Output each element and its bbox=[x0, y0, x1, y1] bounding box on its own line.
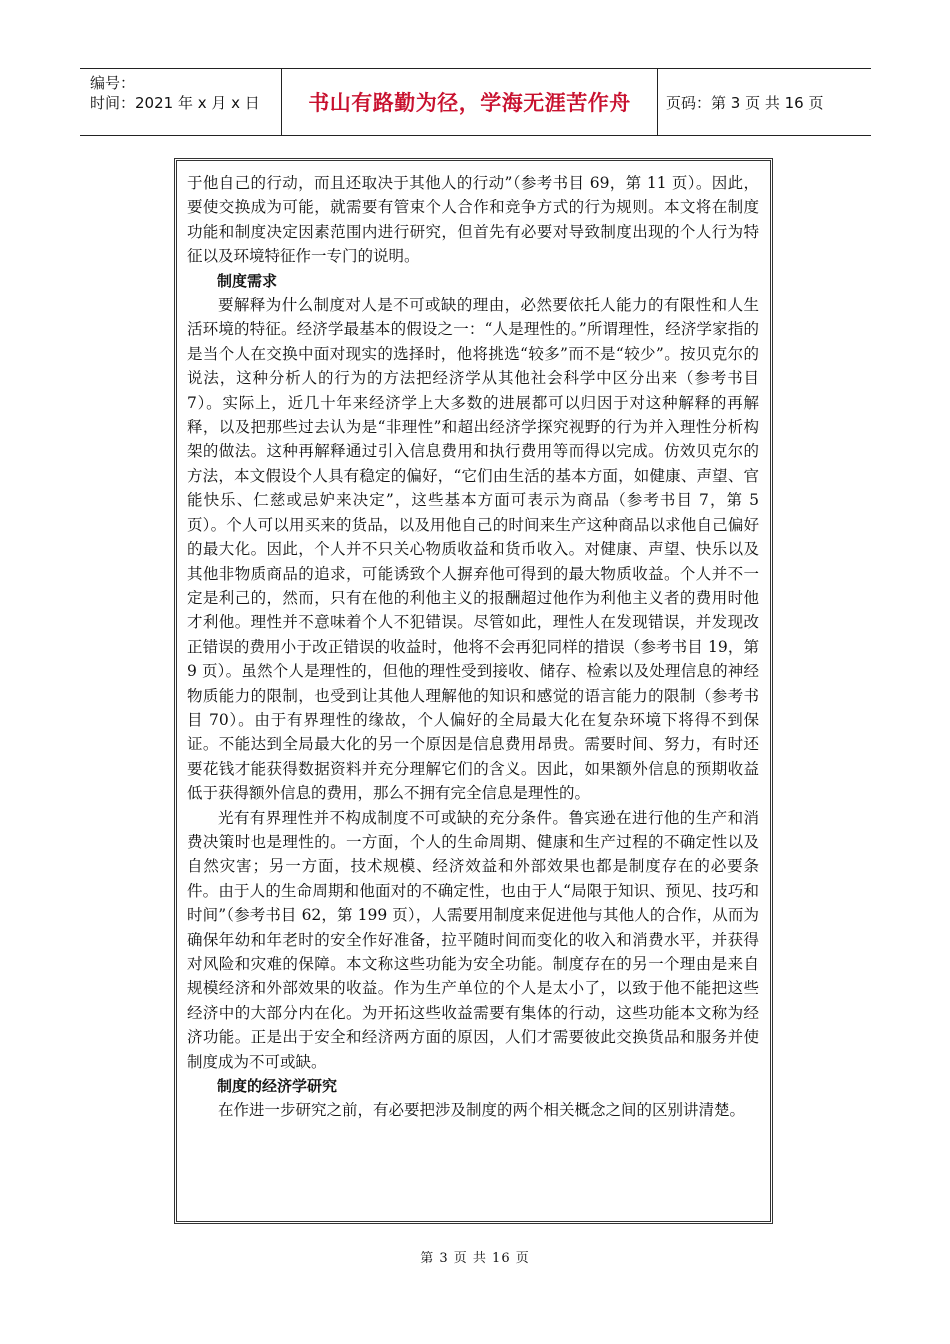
section-heading-economic-study: 制度的经济学研究 bbox=[217, 1077, 338, 1096]
section-heading-institution-demand: 制度需求 bbox=[217, 271, 278, 290]
header-meta bbox=[80, 69, 282, 135]
document-number-label: 编号： bbox=[90, 74, 136, 92]
document-date: 时间：2021 年 x 月 x 日 bbox=[90, 94, 260, 112]
paragraph-1: 于他自己的行动，而且还取决于其他人的行动”（参考书目 69，第 11 页）。因此，要使交换成为可能，就需要有管束个人合作和竞争方式的行为规则。本文将在制度功能和制度决定因素范围内进行研究，但首先有必要对导致制度出现的个人行为特征以及环境特征作一专门的说明。 bbox=[187, 174, 759, 266]
header-motto-cell bbox=[282, 69, 658, 135]
page-footer: 第 3 页 共 16 页 bbox=[420, 1251, 530, 1266]
paragraph-3: 光有有界理性并不构成制度不可或缺的充分条件。鲁宾逊在进行他的生产和消费决策时也是理性的。一方面，个人的生命周期、健康和生产过程的不确定性以及自然灾害；另一方面，技术规模、经济效益和外部效果也都是制度存在的必要条件。由于人的生命周期和他面对的不确定性，也由于人“局限于知识、预见、技巧和时间”（参考书目 62，第 199 页），人需要用制度来促进他与其他人的合作，从而为确保年幼和年老时的安全作好准备，拉平随时间而变化的收入和消费水平，并获得对风险和灾难的保障。本文称这些功能为安全功能。制度存在的另一个理由是来自规模经济和外部效果的收益。作为生产单位的个人是太小了，以致于他不能把这些经济中的大部分内在化。为开拓这些收益需要有集体的行动，这些功能本文称为经济功能。正是出于安全和经济两方面的原因，人们才需要彼此交换货品和服务并使制度成为不可或缺。 bbox=[187, 808, 759, 1071]
article-body bbox=[187, 171, 759, 1123]
header-page-info: 页码：第 3 页 共 16 页 bbox=[666, 93, 824, 112]
paragraph-2: 要解释为什么制度对人是不可或缺的理由，必然要依托人能力的有限性和人生活环境的特征。经济学最基本的假设之一：“人是理性的。”所谓理性，经济学家指的是当个人在交换中面对现实的选择时，他将挑选“较多”而不是“较少”。按贝克尔的说法，这种分析人的行为的方法把经济学从其他社会科学中区分出来（参考书目 7）。实际上，近几十年来经济学上大多数的进展都可以归因于对这种解释的再解释，以及把那些过去认为是“非理性”和超出经济学探究视野的行为并入理性分析构架的做法。这种再解释通过引入信息费用和执行费用等而得以完成。仿效贝克尔的方法，本文假设个人具有稳定的偏好，“它们由生活的基本方面，如健康、声望、官能快乐、仁慈或忌妒来决定”，这些基本方面可表示为商品（参考书目 7，第 5 页）。个人可以用买来的货品，以及用他自己的时间来生产这种商品以求他自己偏好的最大化。因此，个人并不只关心物质收益和货币收入。对健康、声望、快乐以及其他非物质商品的追求，可能诱致个人摒弃他可得到的最大物质收益。个人并不一定是利己的，然而，只有在他的利他主义的报酬超过他作为利他主义者的费用时他才利他。理性并不意味着个人不犯错误。尽管如此，理性人在发现错误，并发现改正错误的费用小于改正错误的收益时，他将不会再犯同样的措误（参考书目 19，第 9 页）。虽然个人是理性的，但他的理性受到接收、储存、检索以及处理信息的神经物质能力的限制，也受到让其他人理解他的知识和感觉的语言能力的限制（参考书目 70）。由于有界理性的缘故，个人偏好的全局最大化在复杂环境下将得不到保证。不能达到全局最大化的另一个原因是信息费用昂贵。需要时间、努力，有时还要花钱才能获得数据资料并充分理解它们的含义。因此，如果额外信息的预期收益低于获得额外信息的费用，那么不拥有完全信息是理性的。 bbox=[187, 296, 759, 803]
paragraph-4: 在作进一步研究之前，有必要把涉及制度的两个相关概念之间的区别讲清楚。 bbox=[218, 1101, 746, 1120]
header-motto: 书山有路勤为径，学海无涯苦作舟 bbox=[308, 91, 631, 115]
page-header bbox=[80, 68, 871, 136]
content-frame bbox=[174, 158, 773, 1224]
